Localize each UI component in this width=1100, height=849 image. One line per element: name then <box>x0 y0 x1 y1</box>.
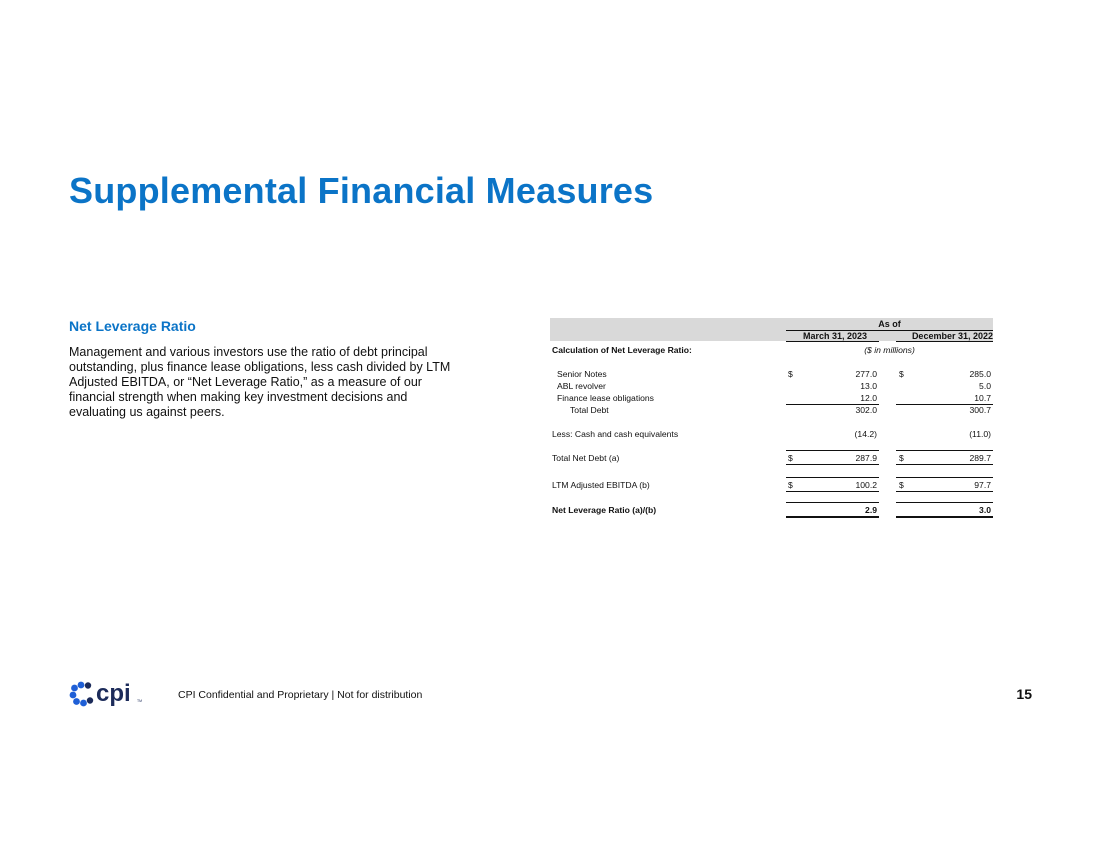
column-header-dec-2022: December 31, 2022 <box>911 331 993 341</box>
column-header-underline <box>786 341 879 342</box>
table-row <box>550 369 993 381</box>
description-paragraph: Management and various investors use the ratio of debt principal outstanding, plus finance lease obligations, less cash divided by LTM Adjusted EBITDA, or “Net Leverage Ratio,” as a measure of our financial strength when making key investment decisions and evaluating us against peers. <box>69 345 451 419</box>
confidential-notice: CPI Confidential and Proprietary | Not for distribution <box>178 689 423 701</box>
total-top-rule <box>896 477 993 478</box>
units-label: ($ in millions) <box>864 345 915 355</box>
value-dec-2022: (11.0) <box>969 429 991 439</box>
currency-symbol: $ <box>899 480 904 490</box>
table-row <box>550 381 993 393</box>
table-row <box>550 429 993 441</box>
currency-symbol: $ <box>899 369 904 379</box>
logo-wordmark: cpi <box>96 680 131 707</box>
value-mar-2023: 302.0 <box>855 405 877 415</box>
row-label: LTM Adjusted EBITDA (b) <box>552 480 650 490</box>
logo-mark-icon <box>70 682 94 707</box>
value-dec-2022: 10.7 <box>974 393 991 403</box>
value-mar-2023: (14.2) <box>854 429 877 439</box>
value-mar-2023: 277.0 <box>855 369 877 379</box>
row-label: Net Leverage Ratio (a)/(b) <box>552 505 657 515</box>
value-dec-2022: 300.7 <box>969 405 991 415</box>
column-header-mar-2023: March 31, 2023 <box>802 331 867 341</box>
currency-symbol: $ <box>788 480 793 490</box>
total-bottom-rule <box>896 491 993 492</box>
currency-symbol: $ <box>788 453 793 463</box>
total-top-rule <box>786 502 879 503</box>
value-dec-2022: 5.0 <box>979 381 991 391</box>
slide-title: Supplemental Financial Measures <box>69 170 654 211</box>
total-top-rule <box>896 502 993 503</box>
row-label: Finance lease obligations <box>557 393 654 403</box>
currency-symbol: $ <box>899 453 904 463</box>
value-mar-2023: 12.0 <box>860 393 877 403</box>
currency-symbol: $ <box>788 369 793 379</box>
row-label: Senior Notes <box>557 369 607 379</box>
section-heading: Net Leverage Ratio <box>69 318 196 334</box>
page-number: 15 <box>1016 686 1032 702</box>
value-mar-2023: 287.9 <box>855 453 877 463</box>
value-mar-2023: 13.0 <box>860 381 877 391</box>
value-dec-2022: 97.7 <box>974 480 991 490</box>
row-label: Less: Cash and cash equivalents <box>552 429 679 439</box>
row-label: Total Net Debt (a) <box>552 453 620 463</box>
total-bottom-rule <box>786 491 879 492</box>
total-bottom-rule <box>896 464 993 465</box>
value-dec-2022: 285.0 <box>969 369 991 379</box>
as-of-label: As of <box>878 319 901 329</box>
total-top-rule <box>896 450 993 451</box>
value-mar-2023: 2.9 <box>865 505 877 515</box>
table-row <box>550 345 993 357</box>
row-label: Total Debt <box>570 405 609 415</box>
trademark-mark: TM <box>137 699 143 703</box>
calculation-heading: Calculation of Net Leverage Ratio: <box>552 345 692 355</box>
total-bottom-rule <box>786 464 879 465</box>
total-top-rule <box>786 477 879 478</box>
value-dec-2022: 289.7 <box>969 453 991 463</box>
value-mar-2023: 100.2 <box>855 480 877 490</box>
value-dec-2022: 3.0 <box>979 505 991 515</box>
cpi-logo <box>66 676 146 708</box>
double-rule <box>786 516 879 518</box>
table-row <box>550 405 993 417</box>
row-label: ABL revolver <box>557 381 606 391</box>
double-rule <box>896 516 993 518</box>
total-top-rule <box>786 450 879 451</box>
column-header-underline <box>896 341 993 342</box>
